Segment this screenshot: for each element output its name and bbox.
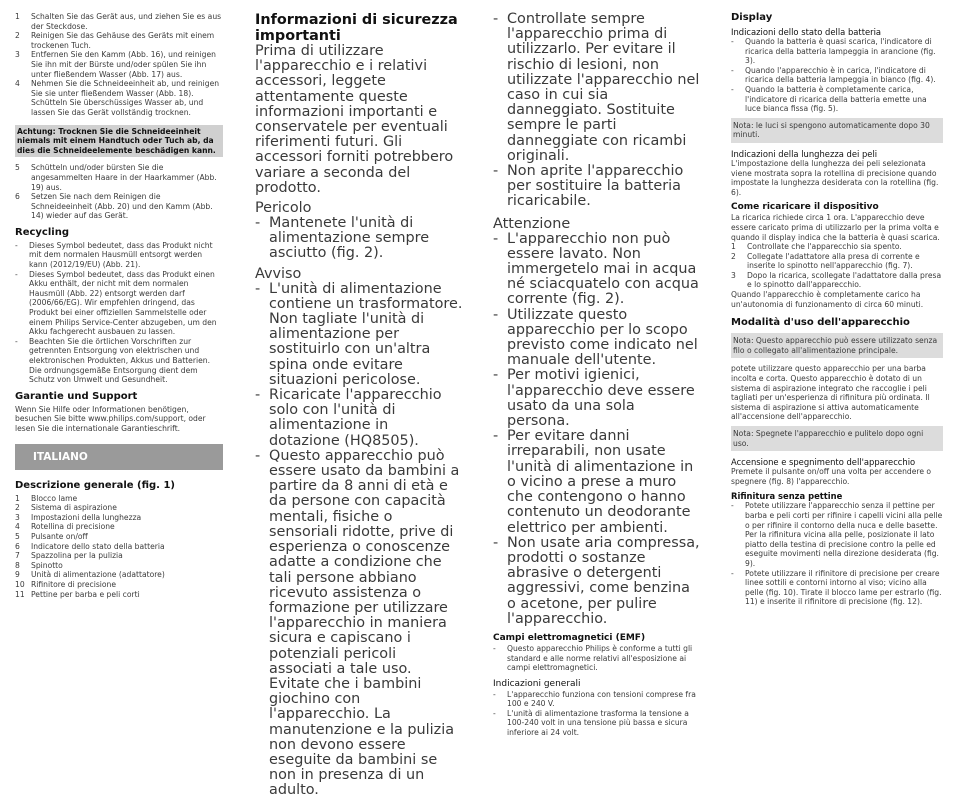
length-subheading: Indicazioni della lunghezza dei peli <box>731 148 878 159</box>
list-number: 10 <box>15 579 25 589</box>
list-text: Controllate sempre l'apparecchio prima di utilizzarlo. Per evitare il rischio di lesioni, non utilizzate l'apparecchio nel caso in cui sia danneggiato. Sostituite sempre le parti danneggiate con ricambi originali. <box>507 11 700 164</box>
list-text: Reinigen Sie das Gehäuse des Geräts mit einem trockenen Tuch. <box>31 31 215 50</box>
battery-list <box>731 37 943 114</box>
dash-bullet: - <box>255 280 261 297</box>
list-number: 3 <box>15 512 20 522</box>
part-item <box>15 570 223 580</box>
trim-list <box>731 501 943 607</box>
list-number: 1 <box>15 493 20 503</box>
safety-intro: Prima di utilizzare l'apparecchio e i relativi accessori, leggete attentamente queste informazioni importanti e conservatele per eventuali riferimenti futuri. Gli accessori forniti potrebbero variare a seconda del prodotto. <box>255 43 454 196</box>
general-item <box>493 709 701 738</box>
charge-after-text: Quando l'apparecchio è completamente carico ha un'autonomia di funzionamento di circa 60 minuti. <box>731 290 924 309</box>
cleaning-step <box>15 31 223 50</box>
attenzione-heading: Attenzione <box>493 215 571 232</box>
avviso-item <box>255 388 463 449</box>
support-text: Wenn Sie Hilfe oder Informationen benötigen, besuchen Sie bitte www.philips.com/support, oder lesen Sie die internationale Garantieschrift. <box>15 404 206 433</box>
dash-bullet: - <box>731 65 734 75</box>
list-text: Spinotto <box>31 560 63 570</box>
list-text: Rifinitore di precisione <box>31 579 117 589</box>
cleaning-steps-list-2 <box>15 163 223 221</box>
part-item <box>15 494 223 504</box>
list-text: Dieses Symbol bedeutet, dass das Produkt einen Akku enthält, der nicht mit dem normalen Hausmüll (Abb. 22) entsorgt werden darf (2006/66/EG). Wir empfehlen dringend, das Produkt bei einer offiziellen Sammelstelle oder einem Philips Service-Center abzugeben, um den Akku fachgerecht ausbauen zu lassen. <box>29 269 217 337</box>
cleaning-step <box>15 12 223 31</box>
dash-bullet: - <box>493 708 496 718</box>
charge-steps-list <box>731 242 943 290</box>
part-item <box>15 522 223 532</box>
list-number: 5 <box>15 163 20 173</box>
emf-list <box>493 644 701 673</box>
list-text: Dieses Symbol bedeutet, dass das Produkt nicht mit dem normalen Hausmüll entsorgt werden kann (2012/19/EU) (Abb. 21). <box>29 240 213 270</box>
dash-bullet: - <box>15 269 18 279</box>
list-text: Pulsante on/off <box>31 531 88 541</box>
list-text: Blocco lame <box>31 493 78 503</box>
list-text: L'unità di alimentazione trasforma la tensione a 100-240 volt in una tensione più bassa e sicura inferiore ai 24 volt. <box>507 708 689 738</box>
column-2 <box>255 12 463 799</box>
avviso-list-continued <box>493 12 701 210</box>
charge-step <box>731 242 943 252</box>
list-number: 7 <box>15 551 20 561</box>
dash-bullet: - <box>255 447 261 464</box>
list-text: Questo apparecchio Philips è conforme a tutti gli standard e alle norme relativi all'esposizione ai campi elettromagnetici. <box>507 643 693 673</box>
list-number: 2 <box>15 503 20 513</box>
column-3 <box>493 12 701 738</box>
list-text: Beachten Sie die örtlichen Vorschriften zur getrennten Entsorgung von elektrischen und elektronischen Produkten, Akkus und Batterien. Die ordnungsgemäße Entsorgung dient dem Schutz von Umwelt und Gesundheit. <box>29 336 210 385</box>
dash-bullet: - <box>731 84 734 94</box>
trim-item <box>731 569 943 607</box>
list-text: Potete utilizzare l'apparecchio senza il pettine per barba e peli corti per rifinire i capelli vicini alla pelle o per rifinire il contorno della nuca e delle basette. Per la rifinitura vicina alla pelle, posizionate il lato piatto della testina di precisione contro la pelle ed eseguite movimenti nella direzione desiderata (fig. 9). <box>745 501 943 568</box>
general-list <box>493 690 701 738</box>
pericolo-list <box>255 216 463 262</box>
support-heading: Garantie und Support <box>15 390 138 402</box>
list-number: 3 <box>731 270 736 280</box>
battery-item <box>731 85 943 114</box>
dash-bullet: - <box>731 568 734 578</box>
list-text: Indicatore dello stato della batteria <box>31 541 165 551</box>
avviso-item <box>255 449 463 799</box>
general-item <box>493 690 701 709</box>
column-1 <box>15 12 223 599</box>
usage-text: potete utilizzare questo apparecchio per una barba incolta e corta. Questo apparecchio è dotato di un sistema di aspirazione integrato che raccoglie i peli tagliati per un'esperienza di rifinitura più ordinata. Il sistema di aspirazione si attiva automaticamente all'accensione dell'apparecchio. <box>731 364 930 422</box>
list-number: 9 <box>15 570 20 580</box>
list-text: Questo apparecchio può essere usato da bambini a partire da 8 anni di età e da persone con capacità mentali, fisiche o sensoriali ridotte, prive di esperienza o conoscenze adatte a condizione che tali persone abbiano ricevuto assistenza o formazione per utilizzare l'apparecchio in maniera sicura e capiscano i potenziali pericoli associati a tale uso. Evitate che i bambini giochino con l'apparecchio. La manutenzione e la pulizia non devono essere eseguite da bambini se non in presenza di un adulto. <box>269 447 460 799</box>
list-number: 6 <box>15 541 20 551</box>
list-text: L'apparecchio non può essere lavato. Non immergetelo mai in acqua né sciacquatelo con acqua corrente (fig. 2). <box>507 230 699 308</box>
language-bar: ITALIANO <box>15 444 223 470</box>
cleaning-steps-list <box>15 12 223 118</box>
dash-bullet: - <box>493 428 499 445</box>
attenzione-item <box>493 536 701 627</box>
charge-step <box>731 271 943 290</box>
list-text: L'unità di alimentazione contiene un trasformatore. Non tagliate l'unità di alimentazione per sostituirlo con un'altra spina onde evitare situazioni pericolose. <box>269 280 463 388</box>
charge-heading: Come ricaricare il dispositivo <box>731 202 879 213</box>
list-text: L'apparecchio funziona con tensioni comprese fra 100 e 240 V. <box>507 689 696 709</box>
list-text: Setzen Sie nach dem Reinigen die Schneideeinheit (Abb. 20) und den Kamm (Abb. 14) wieder auf das Gerät. <box>31 192 213 221</box>
part-item <box>15 590 223 600</box>
part-item <box>15 551 223 561</box>
column-4 <box>731 12 943 607</box>
list-text: Quando la batteria è quasi scarica, l'indicatore di ricarica della batteria lampeggia in arancione (fig. 3). <box>745 37 936 66</box>
charge-step <box>731 252 943 271</box>
dash-bullet: - <box>731 37 734 46</box>
avviso-list <box>255 282 463 799</box>
list-text: Dopo la ricarica, scollegate l'adattatore dalla presa e lo spinotto dall'apparecchio. <box>747 270 942 290</box>
part-item <box>15 503 223 513</box>
recycling-list <box>15 241 223 385</box>
list-text: Ricaricate l'apparecchio solo con l'unità di alimentazione in dotazione (HQ8505). <box>269 387 442 449</box>
list-number: 1 <box>731 242 736 252</box>
list-text: Unità di alimentazione (adattatore) <box>31 570 165 580</box>
list-text: Schütteln und/oder bürsten Sie die angesammelten Haare in der Haarkammer (Abb. 19) aus. <box>31 163 217 192</box>
list-text: Rotellina di precisione <box>31 522 115 532</box>
cleaning-step <box>15 50 223 79</box>
list-text: Sistema di aspirazione <box>31 503 117 513</box>
note-box-clean: Nota: Spegnete l'apparecchio e pulitelo dopo ogni uso. <box>731 426 943 451</box>
list-text: Per evitare danni irreparabili, non usate l'unità di alimentazione in o vicino a prese a muro che contengono o hanno contenuto un deodorante elettrico per ambienti. <box>507 428 694 536</box>
list-number: 4 <box>15 79 20 89</box>
trim-subheading: Rifinitura senza pettine <box>731 491 843 502</box>
list-text: Collegate l'adattatore alla presa di corrente e inserite lo spinotto nell'apparecchio (fig. 7). <box>747 251 920 271</box>
dash-bullet: - <box>493 11 499 27</box>
attenzione-item <box>493 232 701 308</box>
avviso-item <box>493 12 701 164</box>
dash-bullet: - <box>255 387 261 404</box>
attenzione-item <box>493 368 701 429</box>
list-text: Schalten Sie das Gerät aus, und ziehen Sie es aus der Steckdose. <box>31 12 222 31</box>
list-text: Impostazioni della lunghezza <box>31 512 142 522</box>
list-text: Potete utilizzare il rifinitore di precisione per creare linee sottili e contorni intorno al viso; vicino alla pelle (fig. 10). Tirate il blocco lame per estrarlo (fig. 11) e inserite il rifinitore di precisione (fig. 12). <box>745 568 942 607</box>
list-number: 5 <box>15 531 20 541</box>
list-text: Spazzolina per la pulizia <box>31 551 123 561</box>
recycling-item <box>15 241 223 270</box>
safety-title: Informazioni di sicurezza importanti <box>255 12 458 44</box>
list-text: Non aprite l'apparecchio per sostituire la batteria ricaricabile. <box>507 163 684 210</box>
cleaning-step <box>15 192 223 221</box>
list-text: Mantenete l'unità di alimentazione sempre asciutto (fig. 2). <box>269 215 430 262</box>
dash-bullet: - <box>493 534 499 551</box>
pericolo-heading: Pericolo <box>255 200 312 217</box>
list-number: 4 <box>15 522 20 532</box>
general-heading: Indicazioni generali <box>493 678 581 689</box>
list-text: Pettine per barba e peli corti <box>31 589 140 599</box>
dash-bullet: - <box>731 501 734 511</box>
list-text: Quando l'apparecchio è in carica, l'indicatore di ricarica della batteria lampeggia in bianco (fig. 4). <box>745 65 936 85</box>
emf-item <box>493 644 701 673</box>
list-number: 1 <box>15 12 20 21</box>
list-number: 2 <box>15 31 20 41</box>
attenzione-list <box>493 232 701 627</box>
note-box-cordless: Nota: Questo apparecchio può essere utilizzato senza filo o collegato all'alimentazione principale. <box>731 333 943 358</box>
list-text: Entfernen Sie den Kamm (Abb. 16), und reinigen Sie ihn mit der Bürste und/oder spülen Sie ihn unter fließendem Wasser (Abb. 17) aus. <box>31 50 216 79</box>
pericolo-item <box>255 216 463 262</box>
part-item <box>15 532 223 542</box>
usage-heading: Modalità d'uso dell'apparecchio <box>731 317 910 329</box>
avviso-item <box>493 164 701 210</box>
list-text: Utilizzate questo apparecchio per lo scopo previsto come indicato nel manuale dell'utente. <box>507 306 698 369</box>
battery-item <box>731 37 943 66</box>
recycling-heading: Recycling <box>15 226 69 238</box>
part-item <box>15 580 223 590</box>
dash-bullet: - <box>15 240 18 250</box>
list-number: 6 <box>15 192 20 202</box>
display-heading: Display <box>731 12 773 23</box>
list-text: Per motivi igienici, l'apparecchio deve essere usato da una sola persona. <box>507 367 695 430</box>
part-item <box>15 561 223 571</box>
list-number: 3 <box>15 50 20 60</box>
list-number: 2 <box>731 251 736 261</box>
list-text: Nehmen Sie die Schneideeinheit ab, und reinigen Sie sie unter fließendem Wasser (Abb. 18). Schütteln Sie überschüssiges Wasser ab, und lassen Sie das Gerät vollständig trocknen. <box>31 79 220 117</box>
description-heading: Descrizione generale (fig. 1) <box>15 479 175 491</box>
note-box-lights: Nota: le luci si spengono automaticamente dopo 30 minuti. <box>731 118 943 143</box>
dash-bullet: - <box>493 643 496 653</box>
list-text: Quando la batteria è completamente carica, l'indicatore di ricarica della batteria emette una luce bianca fissa (fig. 5). <box>745 84 927 114</box>
battery-subheading: Indicazioni dello stato della batteria <box>731 27 882 37</box>
list-number: 8 <box>15 560 20 570</box>
dash-bullet: - <box>255 215 261 232</box>
onoff-subheading: Accensione e spegnimento dell'apparecchio <box>731 457 916 468</box>
trim-item <box>731 501 943 568</box>
dash-bullet: - <box>493 367 499 384</box>
recycling-item <box>15 270 223 337</box>
dash-bullet: - <box>493 163 499 180</box>
list-text: Controllate che l'apparecchio sia spento. <box>747 242 902 252</box>
length-text: L'impostazione della lunghezza dei peli selezionata viene mostrata sopra la rotellina di precisione quando impostate la lunghezza desiderata con la rotellina (fig. 6). <box>731 158 939 197</box>
list-text: Non usate aria compressa, prodotti o sostanze abrasive o detergenti aggressivi, come benzina o acetone, per pulire l'apparecchio. <box>507 534 700 627</box>
cleaning-step <box>15 79 223 117</box>
attenzione-item <box>493 429 701 535</box>
warning-box: Achtung: Trocknen Sie die Schneideeinheit niemals mit einem Handtuch oder Tuch ab, da dies die Schneideelemente beschädigen kann. <box>15 125 223 158</box>
recycling-item <box>15 337 223 385</box>
avviso-heading: Avviso <box>255 265 302 282</box>
parts-list <box>15 494 223 600</box>
part-item <box>15 542 223 552</box>
dash-bullet: - <box>15 336 18 346</box>
battery-item <box>731 66 943 85</box>
charge-text: La ricarica richiede circa 1 ora. L'apparecchio deve essere caricato prima di utilizzarlo per la prima volta e quando il display indica che la batteria è quasi scarica. <box>731 213 940 242</box>
dash-bullet: - <box>493 230 499 247</box>
part-item <box>15 513 223 523</box>
list-number: 11 <box>15 589 25 599</box>
emf-heading: Campi elettromagnetici (EMF) <box>493 632 646 643</box>
dash-bullet: - <box>493 306 499 323</box>
onoff-text: Premete il pulsante on/off una volta per accendere o spegnere (fig. 8) l'apparecchio. <box>731 467 932 486</box>
cleaning-step <box>15 163 223 192</box>
avviso-item <box>255 282 463 388</box>
attenzione-item <box>493 308 701 369</box>
dash-bullet: - <box>493 689 496 699</box>
